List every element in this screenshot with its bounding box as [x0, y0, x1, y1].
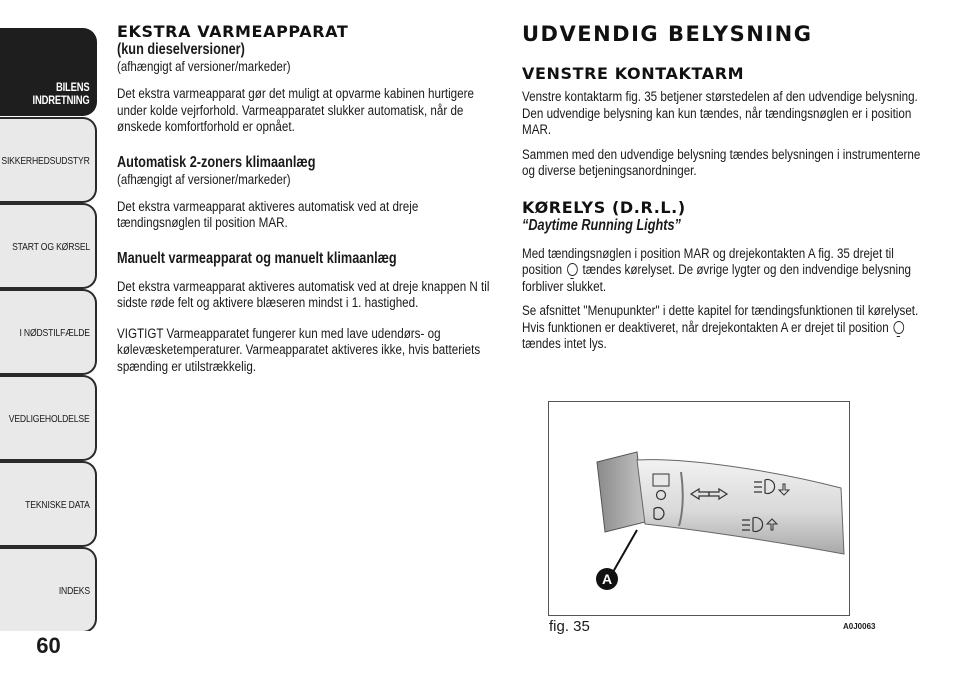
- tab-vedligeholdelse[interactable]: [0, 375, 97, 461]
- paragraph: Venstre kontaktarm fig. 35 betjener størstedelen af den udvendige belysning. Den udvendige belysning kan kun tændes, når tændingsnøglen er i position MAR.: [522, 89, 918, 138]
- tab-label: I NØDSTILFÆLDE: [19, 327, 90, 339]
- tab-bilens-indretning[interactable]: [0, 28, 97, 116]
- position-symbol-icon: [894, 321, 905, 334]
- paragraph: Det ekstra varmeapparat aktiveres automatisk ved at dreje knappen N til sidste røde felt og aktivere blæseren mindst i 1. hastighed.: [117, 278, 490, 311]
- paragraph-part: tændes kørelyset. De øvrige lygter og den indvendige belysning forbliver slukket.: [522, 262, 912, 295]
- right-column: [522, 22, 922, 353]
- callout-leader: [613, 530, 637, 572]
- figure-caption: fig. 35: [549, 618, 590, 635]
- tab-label: [33, 82, 90, 108]
- callout-label: A: [601, 571, 613, 587]
- stalk-illustration: [549, 402, 849, 615]
- tab-label: TEKNISKE DATA: [25, 499, 90, 511]
- paragraph: [522, 246, 922, 296]
- tab-sikkerhedsudstyr[interactable]: [0, 117, 97, 203]
- important-note: VIGTIGT Varmeapparatet fungerer kun med lave udendørs- og kølevæsketemperaturer. Varmeapparatet aktiveres ikke, hvis batteriets spænding er utilstrækkelig.: [117, 325, 481, 375]
- subsection-subtitle: “Daytime Running Lights”: [522, 216, 681, 234]
- tab-label: VEDLIGEHOLDELSE: [9, 413, 90, 425]
- version-note: (afhængigt af versioner/markeder): [117, 170, 291, 187]
- right-column-text-2: [522, 217, 922, 353]
- tab-label: START OG KØRSEL: [12, 241, 90, 253]
- tab-i-noedstilfaelde[interactable]: [0, 289, 97, 375]
- section-subheading: (kun dieselversioner): [117, 41, 245, 58]
- position-symbol-icon: [567, 263, 578, 276]
- tab-label-line1: BILENS: [56, 82, 90, 94]
- paragraph: Det ekstra varmeapparat gør det muligt at opvarme kabinen hurtigere under kolde vejrforhold. Varmeapparatet slukker automatisk, når de ønskede komfortforhold er opnået.: [117, 86, 474, 135]
- subsection-title: Manuelt varmeapparat og manuelt klimaanlæg: [117, 249, 397, 267]
- section-heading: EKSTRA VARMEAPPARAT: [117, 22, 349, 41]
- tab-label: SIKKERHEDSUDSTYR: [1, 155, 90, 167]
- version-note: (afhængigt af versioner/markeder): [117, 58, 291, 74]
- tab-label-line2: INDRETNING: [32, 95, 90, 107]
- paragraph-part: tændes intet lys.: [522, 336, 607, 352]
- paragraph-part: Med tændingsnøglen i position MAR og drejekontakten A fig. 35 drejet til position: [522, 245, 894, 278]
- headlight-symbol-icon: [653, 474, 669, 486]
- tab-label: INDEKS: [58, 585, 90, 597]
- page-title: UDVENDIG BELYSNING: [522, 22, 813, 46]
- left-column: [117, 22, 497, 375]
- paragraph: [522, 303, 922, 353]
- tab-tekniske-data[interactable]: [0, 461, 97, 547]
- subsection-title: KØRELYS (D.R.L.): [522, 197, 686, 217]
- paragraph-part: Se afsnittet "Menupunkter" i dette kapitel for tændingsfunktionen til kørelyset. Hvis funktionen er deaktiveret, når drejekontakten A er drejet til position: [522, 303, 919, 336]
- chapter-sidebar: [0, 0, 100, 686]
- page-number: 60: [0, 631, 97, 661]
- figure-code: A0J0063: [843, 622, 876, 631]
- paragraph: Sammen med den udvendige belysning tændes belysningen i instrumenterne og diverse betjeningsanordninger.: [522, 146, 921, 179]
- tab-indeks[interactable]: [0, 547, 97, 633]
- tab-start-og-koersel[interactable]: [0, 203, 97, 289]
- figure-light-switch-stalk: [548, 401, 850, 616]
- subsection-title: VENSTRE KONTAKTARM: [522, 64, 745, 83]
- left-column-text: [117, 41, 497, 375]
- paragraph: Det ekstra varmeapparat aktiveres automatisk ved at dreje tændingsnøglen til position MAR.: [117, 198, 419, 231]
- right-column-text-1: [522, 83, 922, 180]
- subsection-title: Automatisk 2-zoners klimaanlæg: [117, 153, 316, 171]
